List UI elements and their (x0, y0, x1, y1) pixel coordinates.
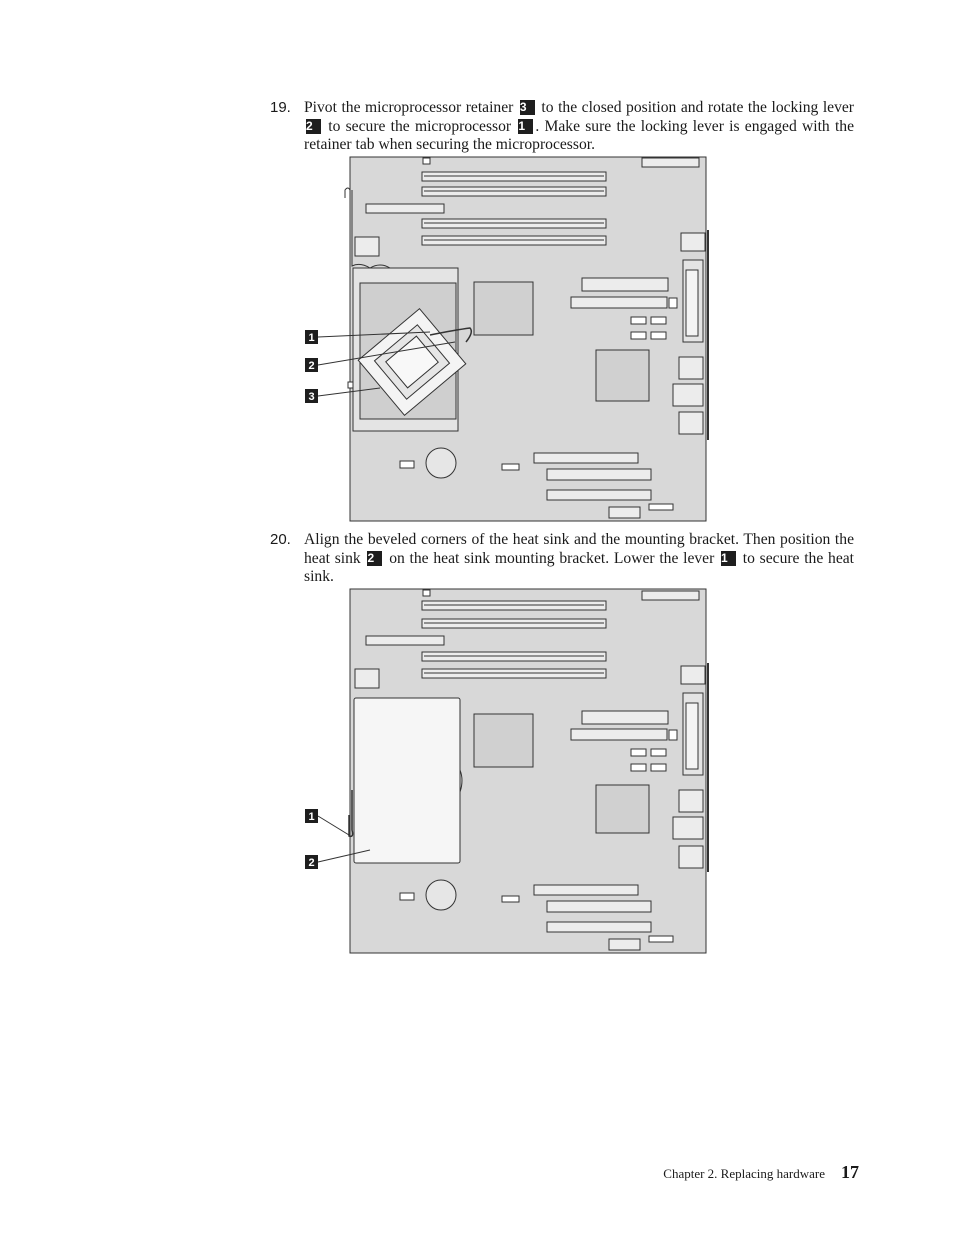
step-text-run: Pivot the microprocessor retainer (304, 99, 518, 116)
step-text (304, 99, 854, 155)
callout-marker: 2 (367, 551, 382, 566)
step-number: 19. (270, 99, 291, 116)
figure-microprocessor-retainer (300, 152, 730, 524)
step-text-run: to the closed position and rotate the locking lever (536, 99, 854, 116)
step-number: 20. (270, 531, 291, 548)
callout-label: 1 (308, 332, 315, 344)
callout-marker: 3 (520, 100, 535, 115)
callout-label: 3 (308, 391, 315, 403)
step-20 (270, 531, 854, 587)
step-text (304, 531, 854, 587)
callout-marker: 1 (721, 551, 736, 566)
callout-label: 1 (308, 811, 315, 823)
step-19 (270, 99, 854, 155)
step-text-run: Align the beveled corners of the heat sink and the mounting bracket. Then position the heat sink (304, 531, 854, 567)
callout-markers (305, 809, 318, 869)
step-text-run: to secure the microprocessor (323, 117, 517, 135)
heat-sink (354, 698, 460, 863)
callout-marker: 2 (306, 119, 321, 134)
callout-marker: 1 (518, 119, 533, 134)
step-text-run: . Make sure the locking lever is engaged with the retainer tab when securing the microprocessor. (304, 117, 855, 154)
chapter-title: Chapter 2. Replacing hardware (663, 1166, 825, 1181)
figure-heat-sink-install (300, 584, 730, 956)
page-footer (663, 1162, 859, 1183)
callout-markers (305, 330, 318, 403)
page-number: 17 (841, 1162, 859, 1182)
callout-label: 2 (308, 360, 315, 372)
step-text-run: to secure the heat sink. (304, 549, 854, 586)
step-text-run: on the heat sink mounting bracket. Lower the lever (384, 549, 720, 567)
callout-label: 2 (308, 857, 315, 869)
